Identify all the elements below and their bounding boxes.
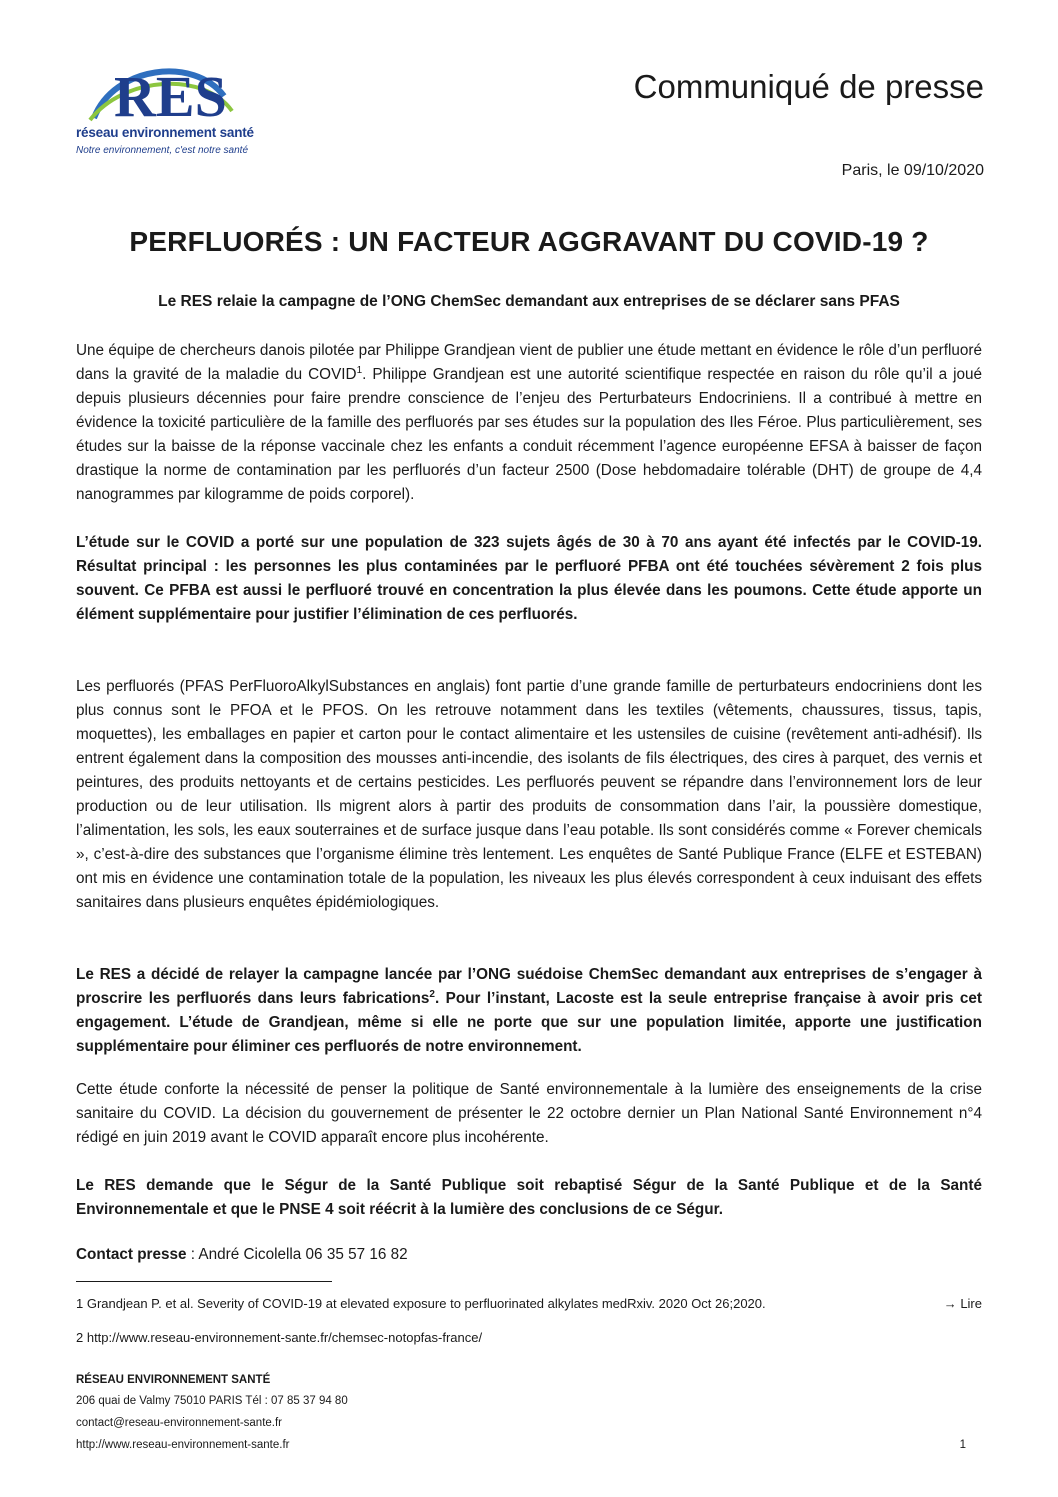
paragraph-2: L’étude sur le COVID a porté sur une population de 323 sujets âgés de 30 à 70 ans ayant été infectés par le COVID-19. Résultat principal : les personnes les plus contaminées par le perfluoré PFBA ont été touchées sévèrement 2 fois plus souvent. Ce PFBA est aussi le perfluoré trouvé en concentration la plus élevée dans les poumons. Cette étude apporte un élément supplémentaire pour justifier l’élimination de ces perfluorés.	[76, 534, 982, 623]
footer-address: 206 quai de Valmy 75010 PARIS Tél : 07 85 37 94 80	[76, 1395, 348, 1407]
paragraph-4	[76, 963, 982, 1059]
page-number: 1	[959, 1439, 966, 1451]
paragraph-4-part-a: Le RES a décidé de relayer la campagne lancée par l’ONG suédoise ChemSec demandant aux entreprises de s’engager à proscrire les perfluorés dans leurs fabrications	[76, 966, 982, 1007]
paragraph-6: Le RES demande que le Ségur de la Santé Publique soit rebaptisé Ségur de la Santé Publique et de la Santé Environnementale et que le PNSE 4 soit réécrit à la lumière des conclusions de ce Ségur.	[76, 1177, 982, 1218]
logo-letters: RES	[114, 64, 227, 126]
footnote-divider	[76, 1281, 332, 1282]
paragraph-1-part-a: Une équipe de chercheurs danois pilotée par Philippe Grandjean vient de publier une étude mettant en évidence le rôle d’un perfluoré dans la gravité de la maladie du COVID	[76, 342, 982, 383]
paragraph-5: Cette étude conforte la nécessité de penser la politique de Santé environnementale à la lumière des enseignements de la crise sanitaire du COVID. La décision du gouvernement de présenter le 22 octobre dernier un Plan National Santé Environnement n°4 rédigé en juin 2019 avant le COVID apparaît encore plus incohérente.	[76, 1081, 982, 1146]
press-contact	[76, 1246, 408, 1264]
footnote-1-text: 1 Grandjean P. et al. Severity of COVID-19 at elevated exposure to perfluorinated alkylates medRxiv. 2020 Oct 26;2020.	[76, 1296, 766, 1311]
footnote-ref-2[interactable]: 2	[429, 988, 435, 1000]
paragraph-3: Les perfluorés (PFAS PerFluoroAlkylSubstances en anglais) font partie d’une grande famille de perturbateurs endocriniens dont les plus connus sont le PFOA et le PFOS. On les retrouve notamment dans les textiles (vêtements, chaussures, tissus, tapis, moquettes), les emballages en papier et carton pour le contact alimentaire et les ustensiles de cuisine (revêtement anti-adhésif). Ils entrent également dans la composition des mousses anti-incendie, des isolants de fils électriques, des cires à parquet, des vernis et peintures, des produits nettoyants et de certains pesticides. Les perfluorés peuvent se répandre dans l’environnement lors de leur production ou de leur utilisation. Ils migrent alors à partir des produits de consommation dans l’air, la poussière domestique, l’alimentation, les sols, les eaux souterraines et de surface jusque dans l’eau potable. Ils sont considérés comme « Forever chemicals », c’est-à-dire des substances que l’organisme élimine très lentement. Les enquêtes de Santé Publique France (ELFE et ESTEBAN) ont mis en évidence une contamination totale de la population, les niveaux les plus élevés correspondent à ceux induisant des effets sanitaires dans plusieurs enquêtes épidémiologiques.	[76, 678, 982, 911]
date-line: Paris, le 09/10/2020	[841, 162, 984, 179]
footer-email[interactable]: contact@reseau-environnement-sante.fr	[76, 1417, 283, 1429]
footnote-ref-1[interactable]: 1	[356, 364, 363, 376]
subtitle: Le RES relaie la campagne de l’ONG ChemSec demandant aux entreprises de se déclarer sans PFAS	[158, 293, 900, 310]
press-contact-value: : André Cicolella 06 35 57 16 82	[186, 1246, 408, 1263]
paragraph-4-part-b: . Pour l’instant, Lacoste est la seule entreprise française à avoir pris cet engagement. L’étude de Grandjean, même si elle ne porte que sur une population limitée, apporte une justification supplémentaire pour éliminer ces perfluorés de notre environnement.	[76, 990, 982, 1055]
footnote-1	[76, 1296, 982, 1311]
paragraph-1	[76, 339, 982, 507]
footnote-1-read-link[interactable]: → Lire	[943, 1296, 982, 1311]
logo-tagline: réseau environnement santé	[76, 125, 254, 140]
paragraph-1-part-b: . Philippe Grandjean est une autorité scientifique respectée en raison du rôle qu’il a joué depuis plusieurs décennies pour faire prendre conscience de l’enjeu des Perturbateurs Endocriniens. Il a contribué à mettre en évidence la toxicité particulière de la famille des perfluorés par ses études sur la population des Iles Féroe. Plus particulièrement, ses études sur la baisse de la réponse vaccinale chez les enfants a conduit récemment l’agence européenne EFSA à baisser de façon drastique la norme de contamination par les perfluorés d’un facteur 2500 (Dose hebdomadaire tolérable (DHT) de groupe de 4,4 nanogrammes par kilogramme de poids corporel).	[76, 366, 982, 503]
footer-organization: RÉSEAU ENVIRONNEMENT SANTÉ	[76, 1374, 271, 1386]
document-type: Communiqué de presse	[633, 68, 984, 105]
res-logo	[74, 56, 254, 166]
press-contact-label: Contact presse	[76, 1246, 187, 1263]
footnote-2[interactable]: 2 http://www.reseau-environnement-sante.fr/chemsec-notopfas-france/	[76, 1330, 483, 1345]
res-logo-mark	[74, 56, 244, 126]
page-title: PERFLUORÉS : UN FACTEUR AGGRAVANT DU COVID-19 ?	[129, 226, 929, 257]
logo-slogan: Notre environnement, c'est notre santé	[76, 145, 249, 156]
footer-website[interactable]: http://www.reseau-environnement-sante.fr	[76, 1439, 290, 1451]
